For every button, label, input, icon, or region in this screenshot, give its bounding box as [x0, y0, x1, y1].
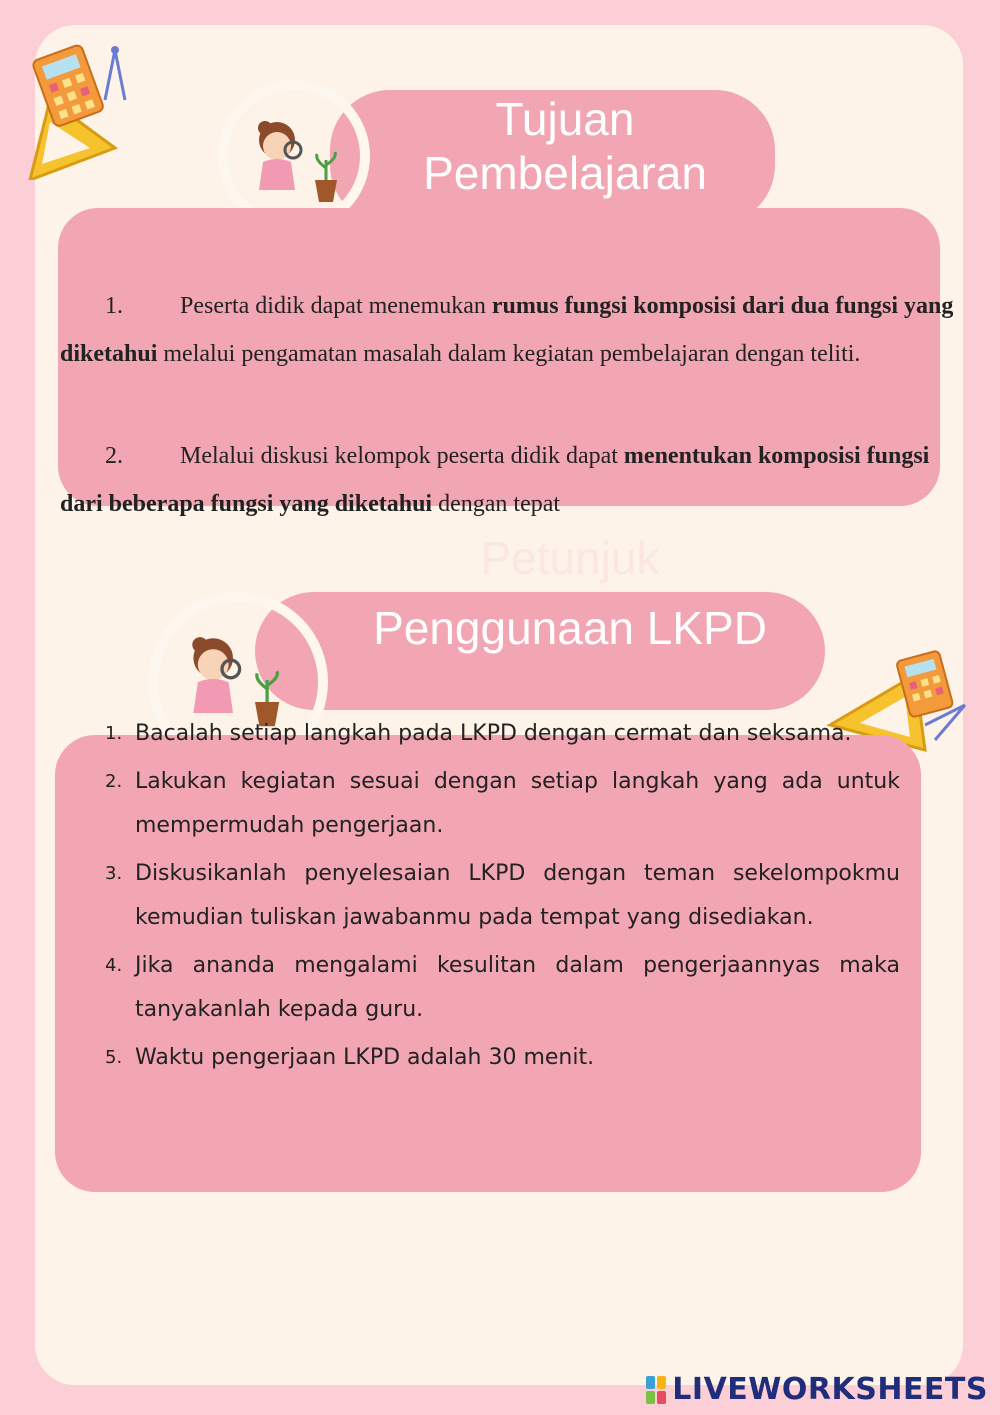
compass-icon	[105, 46, 125, 100]
spacer	[60, 378, 965, 432]
objective-item	[60, 432, 965, 528]
instruction-text: Waktu pengerjaan LKPD adalah 30 menit.	[135, 1045, 595, 1070]
section1-title-line1: Tujuan	[495, 93, 635, 145]
section2-title-line2: Penggunaan LKPD	[373, 602, 767, 654]
objective-bold-text: menentukan komposisi fungsi dari beberapa fungsi yang diketahui	[60, 443, 930, 517]
liveworksheets-icon	[646, 1376, 666, 1404]
objective-text: Melalui diskusi kelompok peserta didik dapat	[180, 443, 624, 469]
instruction-text: Bacalah setiap langkah pada LKPD dengan cermat dan seksama.	[135, 721, 852, 746]
liveworksheets-logo[interactable]	[646, 1372, 988, 1407]
instruction-number: 2.	[105, 771, 123, 792]
section2-title	[330, 530, 810, 656]
objective-item	[60, 282, 965, 378]
objective-text-end: melalui pengamatan masalah dalam kegiatan pembelajaran dengan teliti.	[157, 341, 861, 367]
instruction-item	[105, 852, 900, 940]
instructions-list	[105, 712, 900, 1084]
instruction-number: 3.	[105, 863, 123, 884]
instruction-text: Diskusikanlah penyelesaian LKPD dengan teman sekelompokmu kemudian tuliskan jawabanmu pada tempat yang disediakan.	[135, 861, 900, 930]
instruction-text: Lakukan kegiatan sesuai dengan setiap langkah yang ada untuk mempermudah pengerjaan.	[135, 769, 900, 838]
instruction-text: Jika ananda mengalami kesulitan dalam pengerjaannyas maka tanyakanlah kepada guru.	[135, 953, 900, 1022]
instruction-item	[105, 760, 900, 848]
instruction-item	[105, 712, 900, 756]
instruction-number: 1.	[105, 723, 123, 744]
objective-number: 1.	[105, 293, 123, 319]
section1-title	[360, 92, 770, 200]
instruction-number: 5.	[105, 1047, 123, 1068]
stationery-icon	[20, 30, 130, 180]
objectives-list	[60, 282, 965, 528]
instruction-number: 4.	[105, 955, 123, 976]
liveworksheets-label: LIVEWORKSHEETS	[672, 1372, 988, 1407]
section2-title-line1: Petunjuk	[480, 532, 660, 584]
objective-text-end: dengan tepat	[432, 491, 561, 517]
calculator-icon	[32, 44, 105, 128]
instruction-item	[105, 944, 900, 1032]
girl-magnifier-plant-icon	[245, 110, 345, 210]
objective-bold-text: rumus fungsi komposisi dari dua fungsi yang diketahui	[60, 293, 954, 367]
objective-text: Peserta didik dapat menemukan	[180, 293, 492, 319]
objective-number: 2.	[105, 443, 123, 469]
section1-title-line2: Pembelajaran	[423, 147, 707, 199]
instruction-item	[105, 1036, 900, 1080]
